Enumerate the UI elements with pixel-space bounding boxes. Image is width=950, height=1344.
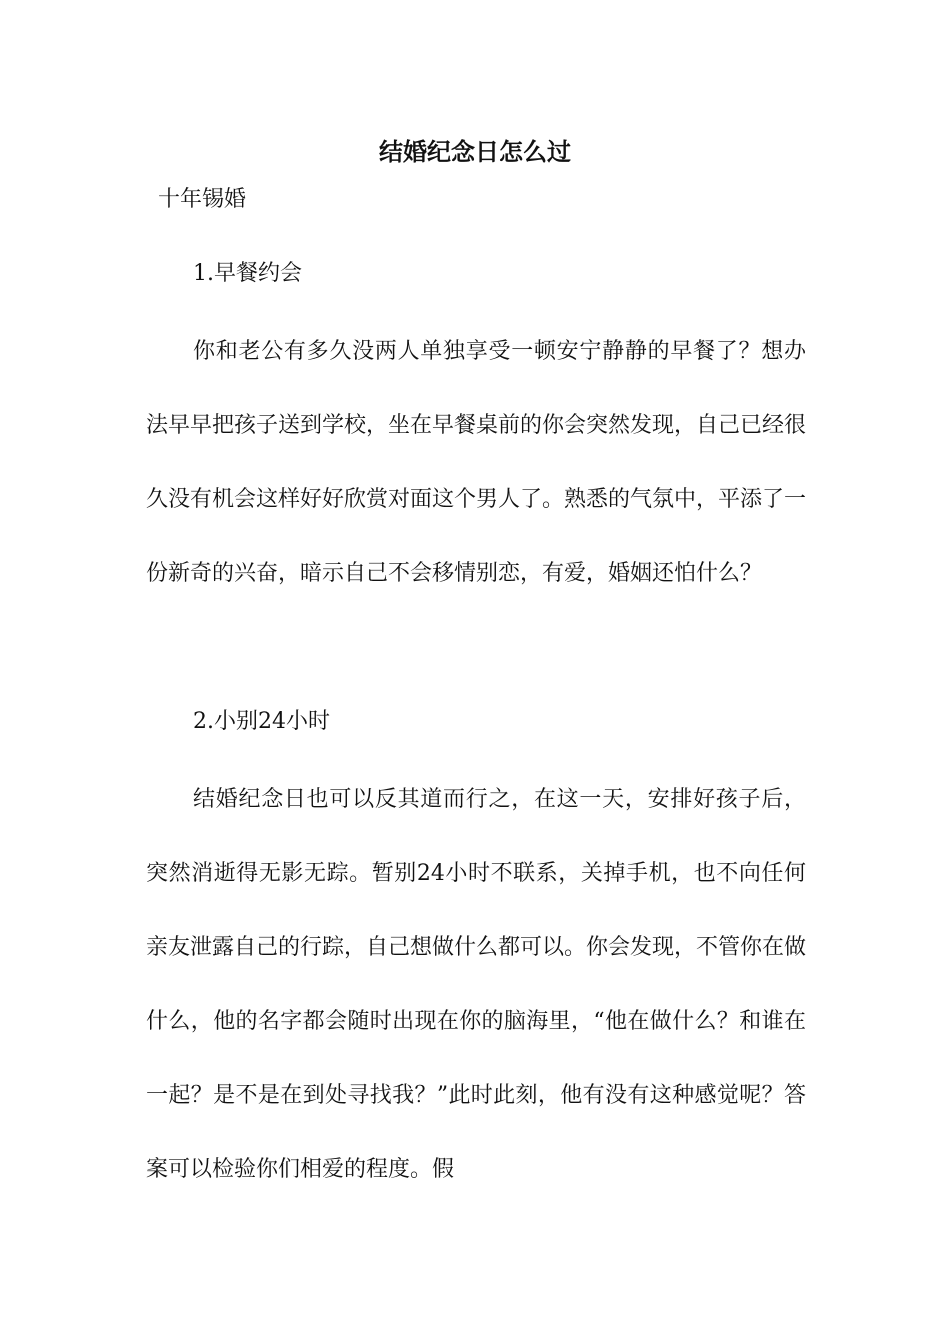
- document-title: 结婚纪念日怎么过: [379, 137, 571, 166]
- document-subtitle: 十年锡婚: [158, 187, 247, 212]
- section-paragraph-24-hours: 结婚纪念日也可以反其道而行之，在这一天，安排好孩子后，突然消逝得无影无踪。暂别24小时不联系，关掉手机，也不向任何亲友泄露自己的行踪，自己想做什么都可以。你会发现，不管你在做什么，他的名字都会随时出现在你的脑海里，“他在做什么？和谁在一起？是不是在到处寻找我？”此时此刻，他有没有这种感觉呢？答案可以检验你们相爱的程度。假: [146, 787, 807, 1182]
- section-paragraph-breakfast: 你和老公有多久没两人单独享受一顿安宁静静的早餐了？想办法早早把孩子送到学校，坐在早餐桌前的你会突然发现，自己已经很久没有机会这样好好欣赏对面这个男人了。熟悉的气氛中，平添了一份新奇的兴奋，暗示自己不会移情别恋，有爱，婚姻还怕什么？: [146, 339, 807, 586]
- section-heading-24-hours: 2.小别24小时: [193, 709, 330, 734]
- section-heading-breakfast: 1.早餐约会: [193, 261, 302, 286]
